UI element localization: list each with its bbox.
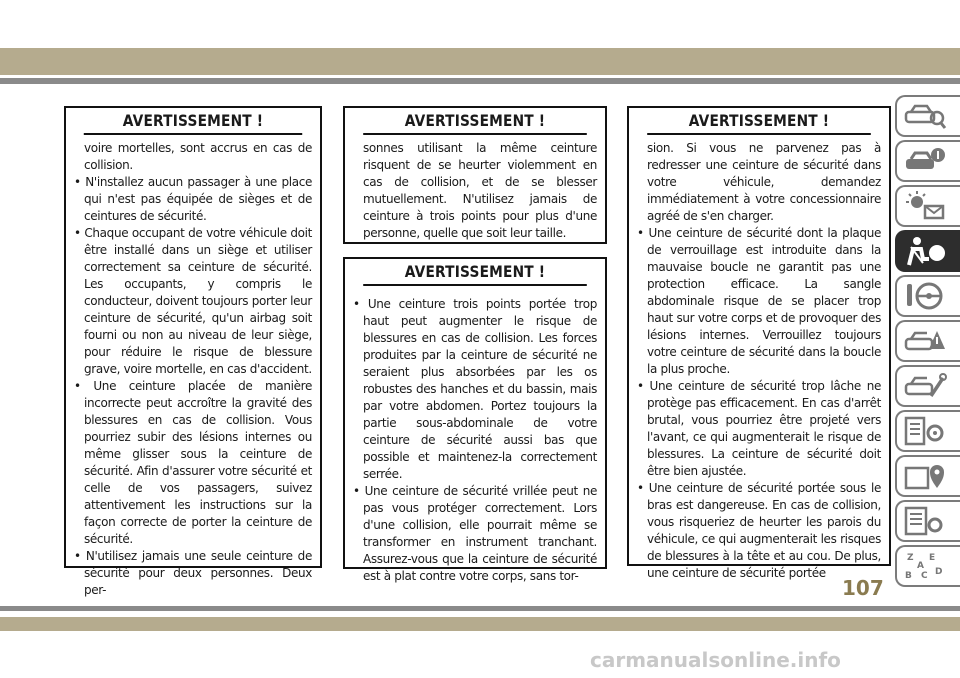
warning-box-3 xyxy=(343,257,607,583)
svg-text:D: D xyxy=(935,567,943,577)
tab-driving[interactable] xyxy=(895,275,960,317)
list-item: • Une ceinture trois points portée trop haut peut augmenter le risque de blessures en cas de collision. Les forces produites par la ceinture de sécurité ne seraient plus absorbées par les os robustes des hanches et du bassin, mais par votre abdomen. Portez toujours la partie sous-abdominale de votre ceinture de sécurité aussi bas que possible et maintenez-la correctement serrée. xyxy=(353,296,597,483)
header-band xyxy=(0,48,960,75)
svg-text:E: E xyxy=(929,553,936,563)
index-list-icon xyxy=(903,505,947,537)
svg-text:Z: Z xyxy=(907,553,914,563)
tab-lights-messages[interactable] xyxy=(895,185,960,227)
footer-rule xyxy=(0,606,960,611)
steering-wheel-icon xyxy=(903,280,947,312)
warning-title: AVERTISSEMENT ! xyxy=(363,259,587,286)
warning-title: AVERTISSEMENT ! xyxy=(363,108,587,135)
svg-text:B: B xyxy=(905,571,912,581)
list-item: • N'utilisez jamais une seule ceinture de sécurité pour deux personnes. Deux per- xyxy=(74,548,312,599)
tab-car-info[interactable] xyxy=(895,140,960,182)
car-warning-icon xyxy=(903,325,947,357)
warning-title: AVERTISSEMENT ! xyxy=(84,108,302,135)
car-wrench-icon xyxy=(903,370,947,402)
svg-text:C: C xyxy=(921,571,928,581)
list-item: • N'installez aucun passager à une place qui n'est pas équipée de sièges et de ceintures de sécurité. xyxy=(74,174,312,225)
footer-band xyxy=(0,617,960,631)
car-search-icon xyxy=(903,100,947,132)
seatbelt-airbag-icon xyxy=(903,235,947,267)
tab-multimedia[interactable] xyxy=(895,455,960,497)
tab-customer[interactable] xyxy=(895,500,960,542)
continuation-text: sion. Si vous ne parvenez pas à redresser une ceinture de sécurité dans votre véhicule, demandez immédiatement à votre concessionnaire agréé de s'en charger. xyxy=(647,141,881,223)
continuation-text: voire mortelles, sont accrus en cas de collision. xyxy=(84,141,312,172)
list-item: • Chaque occupant de votre véhicule doit être installé dans un siège et utiliser correctement sa ceinture de sécurité. Les occupants, y compris le conducteur, doivent toujours porter leur ceinture de sécurité, qu'un airbag soit fourni ou non au niveau de leur siège, pour réduire le risque de blessure grave, voire mortelle, en cas d'accident. xyxy=(74,225,312,378)
list-item: • Une ceinture de sécurité trop lâche ne protège pas efficacement. En cas d'arrêt brutal, vous pourriez être projeté vers l'avant, ce qui augmenterait le risque de blessures. La ceinture de sécurité doit être bien ajustée. xyxy=(637,378,881,480)
tab-service[interactable] xyxy=(895,365,960,407)
list-item: • Une ceinture de sécurité portée sous le bras est dangereuse. En cas de collision, vous risqueriez de heurter les parois du véhicule, ce qui augmenterait les risques de blessures à la tête et au cou. De plus, une ceinture de sécurité portée xyxy=(637,480,881,582)
warning-list xyxy=(353,296,597,585)
svg-text:A: A xyxy=(917,561,924,571)
warning-list xyxy=(637,225,881,582)
list-item: • Une ceinture de sécurité dont la plaque de verrouillage est introduite dans la mauvaise boucle ne garantit pas une protection efficace. La sangle abdominale risque de se placer trop haut sur votre corps et de provoquer des lésions internes. Verrouillez toujours votre ceinture de sécurité dans la boucle la plus proche. xyxy=(637,225,881,378)
tab-index[interactable] xyxy=(895,545,960,587)
map-pin-icon xyxy=(903,460,947,492)
list-item: • Une ceinture de sécurité vrillée peut ne pas vous protéger correctement. Lors d'une collision, elle pourrait même se transformer en instrument tranchant. Assurez-vous que la ceinture de sécurité est à plat contre votre corps, sans tor- xyxy=(353,483,597,585)
tab-emergency[interactable] xyxy=(895,320,960,362)
warning-box-4 xyxy=(627,106,891,580)
chapter-tabs xyxy=(895,95,960,590)
tab-safety[interactable] xyxy=(895,230,960,272)
list-item: • Une ceinture placée de manière incorrecte peut accroître la gravité des blessures en cas de collision. Vous pourriez subir des lésions internes ou même glisser sous la ceinture de sécurité. Afin d'assurer votre sécurité et celle de vos passagers, suivez attentivement les instructions sur la façon correcte de porter la ceinture de sécurité. xyxy=(74,378,312,548)
warning-box-2 xyxy=(343,106,607,244)
warning-box-1 xyxy=(64,106,322,597)
tab-car-search[interactable] xyxy=(895,95,960,137)
header-rule xyxy=(0,78,960,84)
light-message-icon xyxy=(903,190,947,222)
alphabet-index-icon xyxy=(903,550,947,582)
specs-gear-icon xyxy=(903,415,947,447)
continuation-text: sonnes utilisant la même ceinture risquent de se heurter violemment en cas de collision, et de se blesser mutuellement. N'utilisez jamais de ceinture à trois points pour plus d'une personne, quelle que soit leur taille. xyxy=(363,141,597,240)
page-number: 107 xyxy=(842,576,884,600)
car-info-icon xyxy=(903,145,947,177)
warning-title: AVERTISSEMENT ! xyxy=(647,108,871,135)
tab-specifications[interactable] xyxy=(895,410,960,452)
watermark: carmanualsonline.info xyxy=(590,648,841,672)
warning-list xyxy=(74,174,312,599)
